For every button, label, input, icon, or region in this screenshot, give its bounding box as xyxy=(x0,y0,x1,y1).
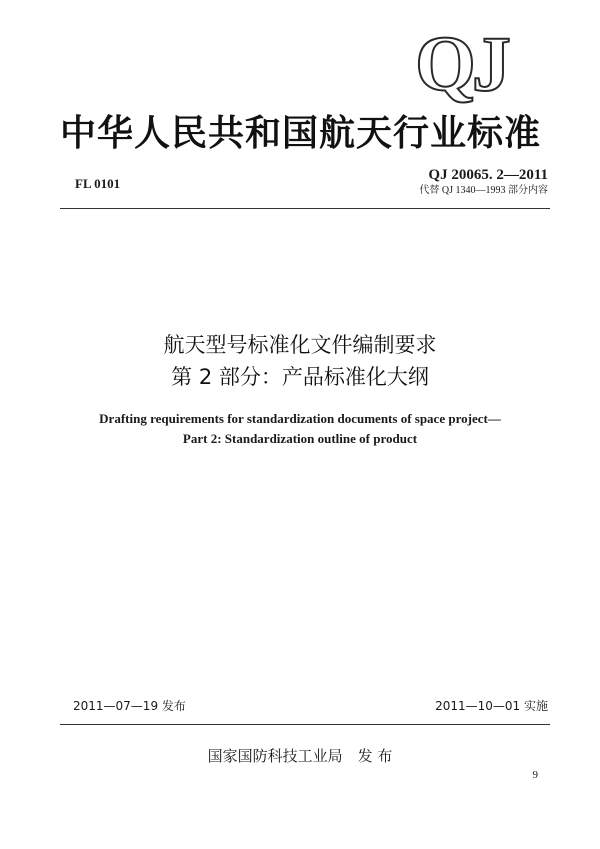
footer-divider xyxy=(60,724,550,725)
standard-number: QJ 20065. 2—2011 xyxy=(428,167,548,183)
header-divider xyxy=(60,208,550,209)
english-title-line-1: Drafting requirements for standardization documents of space project— xyxy=(99,411,501,426)
english-title-line-2: Part 2: Standardization outline of product xyxy=(182,431,418,446)
chinese-title-line-1: 航天型号标准化文件编制要求 xyxy=(163,333,437,357)
chinese-title-line-2: 第 2 部分：产品标准化大纲 xyxy=(171,365,429,389)
replaces-note: 代替 QJ 1340—1993 部分内容 xyxy=(419,185,548,196)
issuing-authority: 国家国防科技工业局 发 布 xyxy=(207,747,393,765)
standard-category-title: 中华人民共和国航天行业标准 xyxy=(60,113,542,154)
page-number: 9 xyxy=(532,769,538,781)
implementation-date: 2011—10—01 实施 xyxy=(435,699,548,713)
issue-date: 2011—07—19 发布 xyxy=(73,699,186,713)
qj-logo: QJ xyxy=(415,20,507,107)
classification-code: FL 0101 xyxy=(75,176,121,191)
